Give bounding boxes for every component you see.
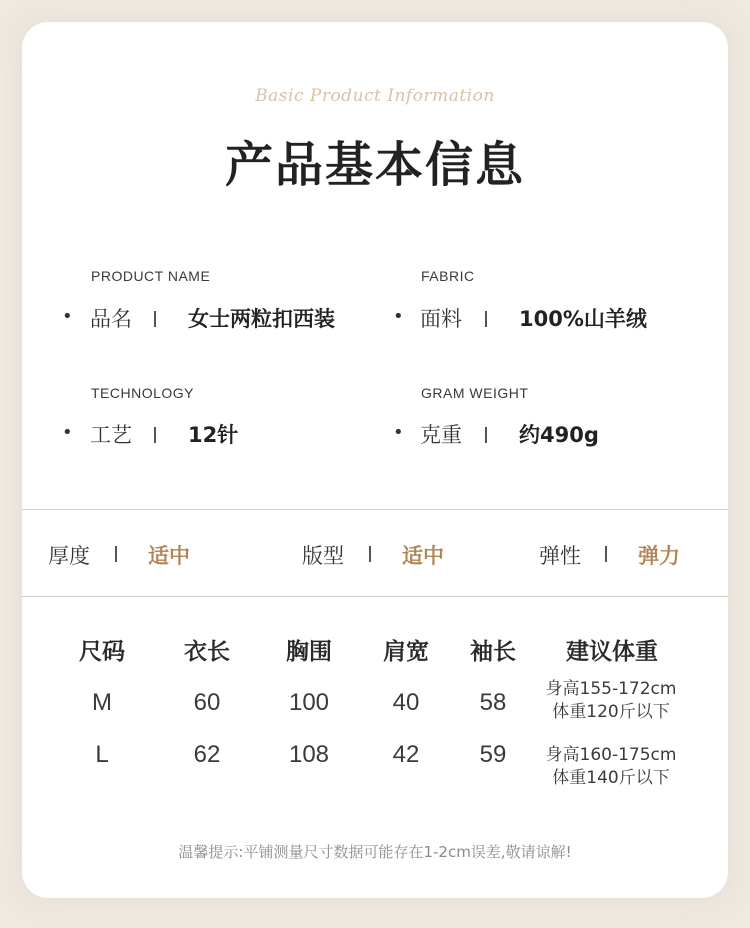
table-cell-shoulder: 42 — [392, 741, 420, 768]
table-cell-size: M — [92, 689, 112, 716]
table-cell-height-note: 身高160-175cm — [545, 745, 677, 765]
page-title: 产品基本信息 — [224, 137, 525, 193]
separator — [605, 546, 607, 562]
gram-weight-value: 约490g — [519, 423, 599, 447]
elasticity-label: 弹性 — [539, 544, 581, 568]
separator — [115, 546, 117, 562]
table-cell-size: L — [95, 741, 109, 768]
table-cell-chest: 108 — [288, 741, 330, 768]
table-cell-sleeve: 58 — [479, 689, 507, 716]
table-cell-length: 60 — [193, 689, 221, 716]
separator — [154, 427, 156, 443]
gram-weight-en-label: GRAM WEIGHT — [421, 385, 529, 401]
separator — [485, 311, 487, 327]
table-cell-sleeve: 59 — [479, 741, 507, 768]
table-cell-height-note: 身高155-172cm — [545, 679, 677, 699]
bullet-icon: • — [62, 422, 73, 443]
fabric-label: 面料 — [420, 307, 462, 331]
separator — [154, 311, 156, 327]
size-header: 尺码 — [79, 639, 125, 665]
fit-value: 适中 — [402, 544, 444, 568]
separator — [485, 427, 487, 443]
fit-label: 版型 — [302, 544, 344, 568]
length-header: 衣长 — [184, 639, 230, 665]
bullet-icon: • — [62, 306, 73, 327]
shoulder-header: 肩宽 — [383, 639, 429, 665]
divider — [22, 596, 728, 597]
table-cell-shoulder: 40 — [392, 689, 420, 716]
fabric-en-label: FABRIC — [421, 268, 475, 284]
technology-label: 工艺 — [90, 423, 132, 447]
technology-value: 12针 — [188, 423, 239, 447]
technology-en-label: TECHNOLOGY — [91, 385, 195, 401]
table-cell-weight-note: 体重140斤以下 — [552, 768, 670, 788]
gram-weight-label: 克重 — [420, 423, 462, 447]
table-cell-length: 62 — [193, 741, 221, 768]
bullet-icon: • — [393, 422, 404, 443]
separator — [369, 546, 371, 562]
page-subtitle: Basic Product Information — [255, 86, 495, 106]
product-name-label: 品名 — [90, 307, 132, 331]
table-cell-chest: 100 — [288, 689, 330, 716]
sleeve-header: 袖长 — [470, 639, 516, 665]
table-cell-weight-note: 体重120斤以下 — [552, 702, 670, 722]
thickness-label: 厚度 — [48, 544, 90, 568]
thickness-value: 适中 — [148, 544, 190, 568]
weight-header: 建议体重 — [566, 639, 658, 665]
product-name-en-label: PRODUCT NAME — [91, 268, 211, 284]
fabric-value: 100%山羊绒 — [519, 307, 647, 331]
product-name-value: 女士两粒扣西装 — [188, 307, 335, 331]
elasticity-value: 弹力 — [638, 544, 680, 568]
footer-note: 温馨提示:平铺测量尺寸数据可能存在1-2cm误差,敬请谅解! — [178, 843, 572, 861]
divider — [22, 509, 728, 510]
bullet-icon: • — [393, 306, 404, 327]
chest-header: 胸围 — [286, 639, 332, 665]
